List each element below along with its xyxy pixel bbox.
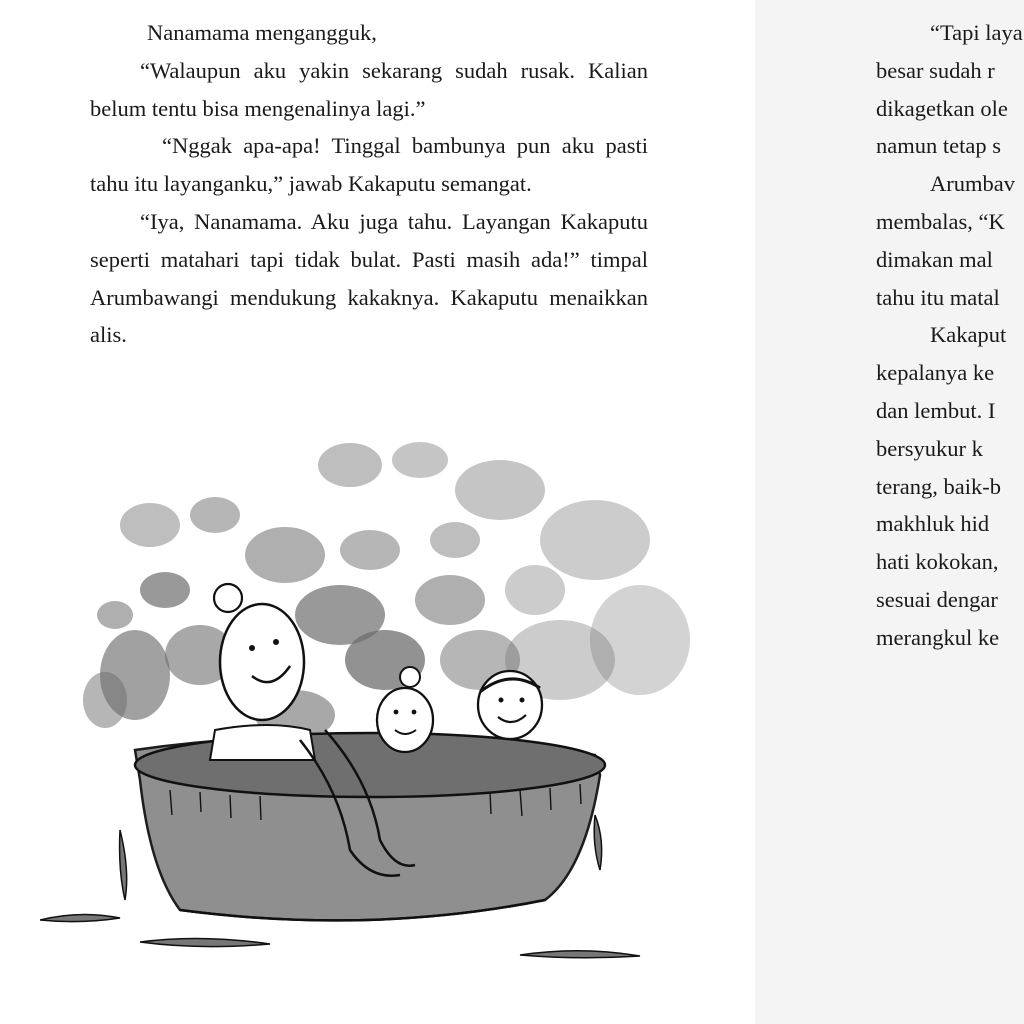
paragraph: “Iya, Nanamama. Aku juga tahu. Layangan Kakaputu seperti matahari tapi tidak bulat. Pasti masih ada!” timpal Arumbawangi mendukung kakaknya. Kakaputu menaikkan alis. [90, 208, 648, 348]
paragraph: “Walaupun aku yakin sekarang sudah rusak. Kalian belum tentu bisa mengenalinya lagi.” [90, 57, 648, 121]
text-line: makhluk hid [876, 511, 990, 537]
text-line: kepalanya ke [876, 360, 995, 386]
text-line: dan lembut. I [876, 397, 996, 423]
text-line: merangkul ke [876, 624, 1000, 650]
text-line: dikagetkan ole [876, 95, 1008, 121]
text-line: terang, baik-b [876, 473, 1001, 499]
text-line: tahu itu matal [876, 284, 1000, 310]
text-line: Arumbav [930, 171, 1015, 197]
text-line: “Tapi laya [930, 20, 1023, 45]
text-line: hati kokokan, [876, 549, 999, 575]
text-line: dimakan mal [876, 246, 993, 272]
paragraph: “Nggak apa-apa! Tinggal bambunya pun aku pasti tahu itu layanganku,” jawab Kakaputu semangat. [90, 133, 648, 197]
paragraph: Nanamama mengangguk, [147, 20, 377, 45]
bath-tub-illustration [40, 430, 700, 975]
right-page-text [876, 14, 1024, 657]
text-line: besar sudah r [876, 57, 995, 83]
text-line: Kakaput [930, 322, 1007, 348]
text-line: bersyukur k [876, 435, 983, 461]
older-child-figure [478, 671, 542, 739]
text-line: sesuai dengar [876, 586, 998, 612]
text-line: membalas, “K [876, 208, 1005, 234]
text-line: namun tetap s [876, 133, 1001, 159]
left-page-text [90, 14, 648, 354]
